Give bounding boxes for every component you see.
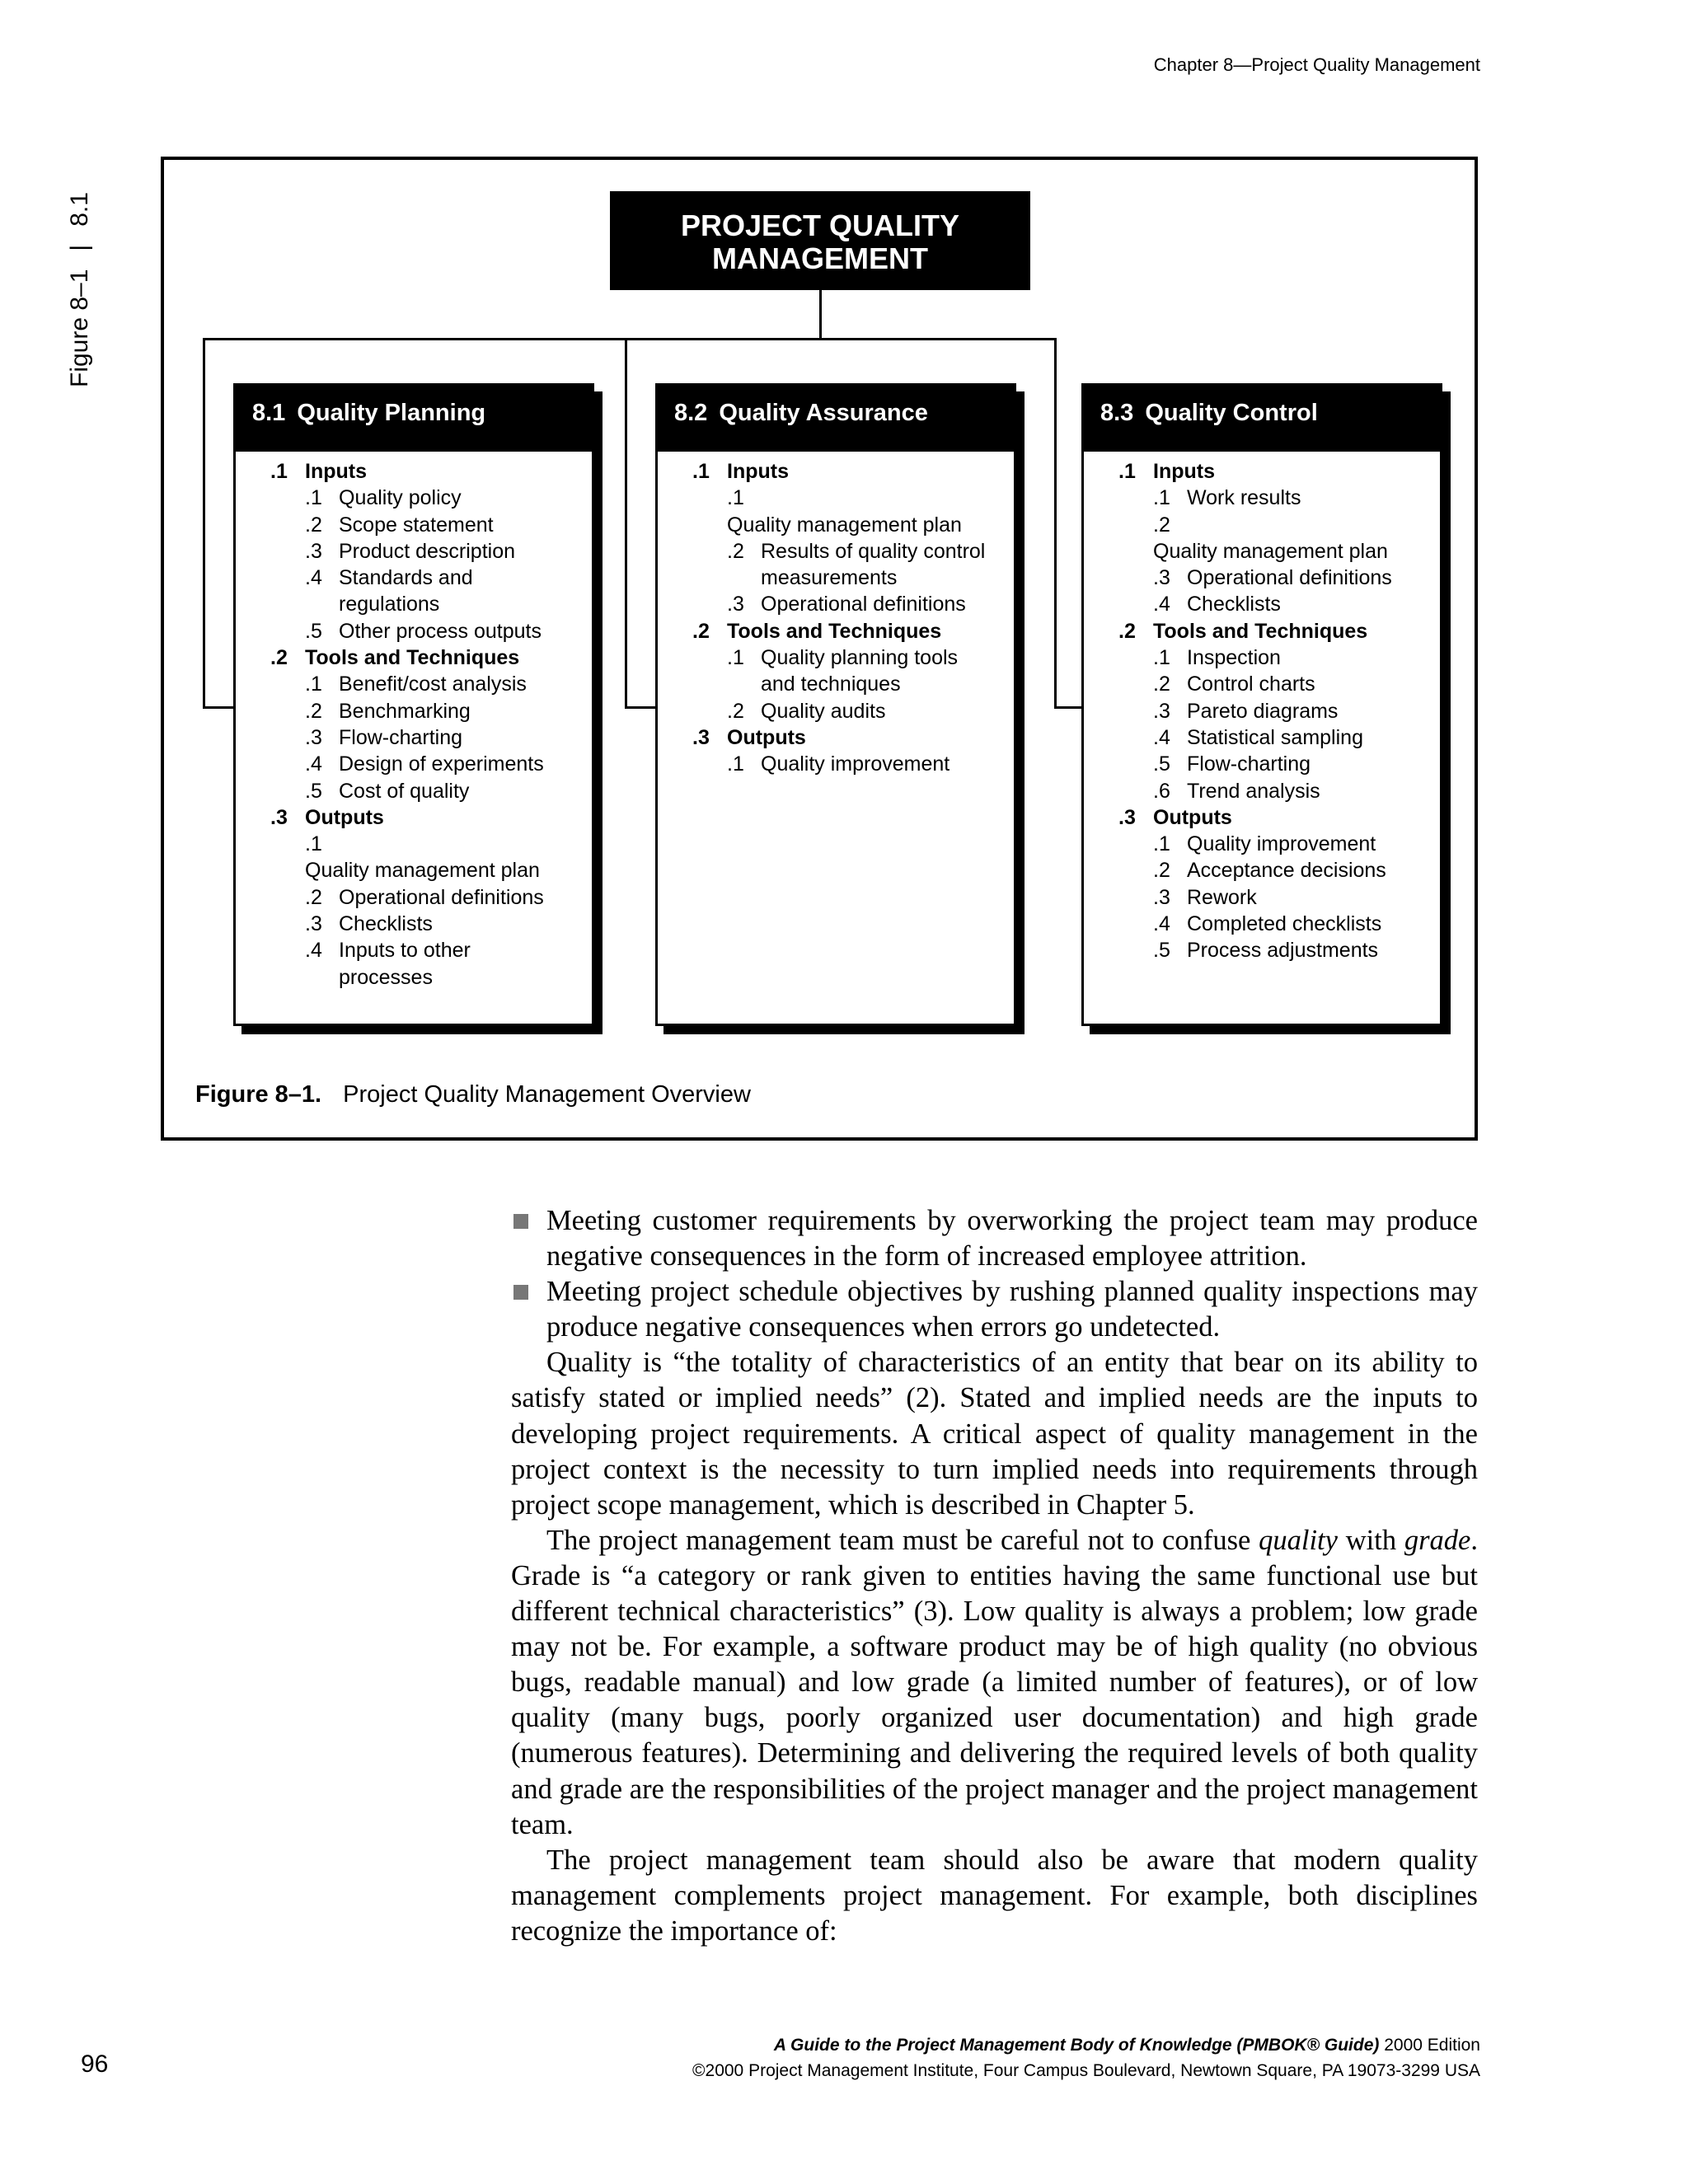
section-number: .3 [1118,805,1136,829]
process-body [1084,452,1440,964]
list-item: .2 Benchmarking [305,699,471,723]
section-tools-and-techniques [658,618,1014,724]
footer-guide-title: A Guide to the Project Management Body of Knowledge (PMBOK® Guide) [773,2036,1380,2055]
section-title: Inputs [727,460,789,483]
section-number: .1 [270,460,288,483]
list-item: .1 Work results [1153,486,1301,510]
paragraph-quality-definition: Quality is “the totality of characteristics of an entity that bear on its ability to satisfy stated or implied needs” (2). Stated and implied needs are the inputs to developing project requirements. A critical aspect of quality management in the project context is the necessity to turn implied needs into requirements through project scope management, which is described in Chapter 5. [511,1347,1478,1521]
section-number: .3 [692,725,710,749]
process-header [658,386,1014,452]
section-inputs [658,458,1014,618]
list-item: .5 Cost of quality [305,779,470,803]
list-item: .3 Pareto diagrams [1153,699,1339,723]
process-body [236,452,592,991]
list-item: .4 Standards and regulations [305,566,473,616]
list-item: .3 Operational definitions [727,593,966,616]
section-title: Tools and Techniques [1153,619,1368,643]
process-box-quality-assurance [655,383,1016,1026]
list-item: .5 Process adjustments [1153,939,1379,963]
list-item: .2 Scope statement [305,513,494,537]
figure-caption-label: Figure 8–1. [195,1081,322,1108]
connector-root-stem [819,290,822,340]
list-item: .3 Checklists [305,912,433,936]
connector-right-drop [1054,338,1057,709]
list-item: .1 Quality planning tools and techniques [727,646,959,696]
connector-left-drop [203,338,205,709]
connector-left-tick [203,706,236,709]
section-number: .1 [1118,460,1136,483]
section-tools-and-techniques [236,644,592,804]
section-outputs [236,804,592,991]
page-number: 96 [81,2050,109,2078]
process-box-quality-control [1081,383,1442,1026]
side-separator: | [66,244,93,251]
connector-right-tick [1054,706,1082,709]
list-item: .1 Quality policy [305,486,462,510]
section-number: .2 [1118,619,1136,643]
bullet-square-icon [513,1285,528,1300]
figure-caption [195,1081,751,1108]
section-number: .1 [692,460,710,483]
side-section-number: 8.1 [66,192,93,227]
list-item: .2 Results of quality control measurements [727,539,986,590]
process-number: 8.3 [1100,400,1134,426]
paragraph-modern-quality: The project management team should also be aware that modern quality management complements project management. For example, both disciplines recognize the importance of: [511,1844,1478,1947]
section-title: Tools and Techniques [305,646,520,670]
root-box [610,191,1030,290]
footer [692,2032,1480,2083]
list-item: .3 Flow-charting [305,725,463,749]
list-item: .4 Completed checklists [1153,912,1382,936]
running-head: Chapter 8—Project Quality Management [1153,54,1480,75]
bullet-item: Meeting customer requirements by overworking the project team may produce negative consequences in the form of increased employee attrition. [511,1203,1478,1274]
footer-edition: 2000 Edition [1379,2036,1480,2055]
process-title: Quality Planning [297,400,486,426]
section-number: .2 [270,646,288,670]
section-number: .3 [270,805,288,829]
root-title-line2: MANAGEMENT [712,241,928,275]
process-number: 8.1 [252,400,286,426]
list-item: .2 Quality audits [727,699,886,723]
list-item: .1 Inspection [1153,646,1281,670]
process-box-quality-planning [233,383,594,1026]
connector-middle-tick [625,706,658,709]
list-item: .1 Benefit/cost analysis [305,673,527,696]
process-header [236,386,592,452]
list-item: .2 Acceptance decisions [1153,859,1386,883]
section-title: Outputs [727,725,806,749]
list-item: .3 Operational definitions [1153,566,1392,590]
list-item: .1 Quality improvement [1153,832,1376,856]
list-item: .4 Inputs to other processes [305,939,471,989]
process-title: Quality Assurance [719,400,928,426]
process-header [1084,386,1440,452]
process-body [658,452,1014,778]
section-number: .2 [692,619,710,643]
list-item: .5 Other process outputs [305,619,542,643]
list-item: .3 Product description [305,539,516,563]
section-tools-and-techniques [1084,618,1440,804]
list-item: .2 Control charts [1153,673,1315,696]
paragraph-quality-vs-grade: The project management team must be careful not to confuse quality with grade. Grade is “a category or rank given to entities having the same functional use but different technical characteristics” (3). Low quality is always a problem; low grade may not be. For example, a software product may be of high quality (no obvious bugs, readable manual) and low grade (a limited number of features), or of low quality (many bugs, poorly organized user documentation) and high grade (numerous features). Determining and delivering the required levels of both quality and grade are the responsibilities of the project manager and the project management team. [511,1524,1478,1840]
connector-horizontal-bar [203,338,1057,340]
list-item: .4 Design of experiments [305,752,544,776]
side-figure-number: Figure 8–1 [66,269,93,387]
section-title: Outputs [305,805,384,829]
section-title: Inputs [1153,460,1215,483]
section-title: Outputs [1153,805,1232,829]
list-item: .5 Flow-charting [1153,752,1311,776]
list-item: .1Quality management plan [727,486,962,537]
section-inputs [1084,458,1440,618]
body-text [511,1203,1478,1949]
process-number: 8.2 [674,400,708,426]
figure-caption-text: Project Quality Management Overview [343,1081,751,1108]
process-title: Quality Control [1145,400,1318,426]
connector-middle-drop [625,338,627,709]
list-item: .6 Trend analysis [1153,779,1320,803]
section-title: Tools and Techniques [727,619,942,643]
section-outputs [658,724,1014,778]
bullet-square-icon [513,1214,528,1229]
section-inputs [236,458,592,644]
list-item: .1Quality management plan [305,832,540,883]
side-figure-label [66,192,94,387]
list-item: .2 Operational definitions [305,885,544,909]
section-title: Inputs [305,460,367,483]
footer-copyright: ©2000 Project Management Institute, Four Campus Boulevard, Newtown Square, PA 19073-3299 USA [692,2061,1480,2080]
list-item: .1 Quality improvement [727,752,950,776]
list-item: .3 Rework [1153,885,1257,909]
list-item: .4 Checklists [1153,593,1281,616]
root-title-line1: PROJECT QUALITY [680,209,960,242]
list-item: .2Quality management plan [1153,513,1388,563]
list-item: .4 Statistical sampling [1153,725,1363,749]
bullet-item: Meeting project schedule objectives by rushing planned quality inspections may produce negative consequences when errors go undetected. [511,1274,1478,1345]
section-outputs [1084,804,1440,964]
